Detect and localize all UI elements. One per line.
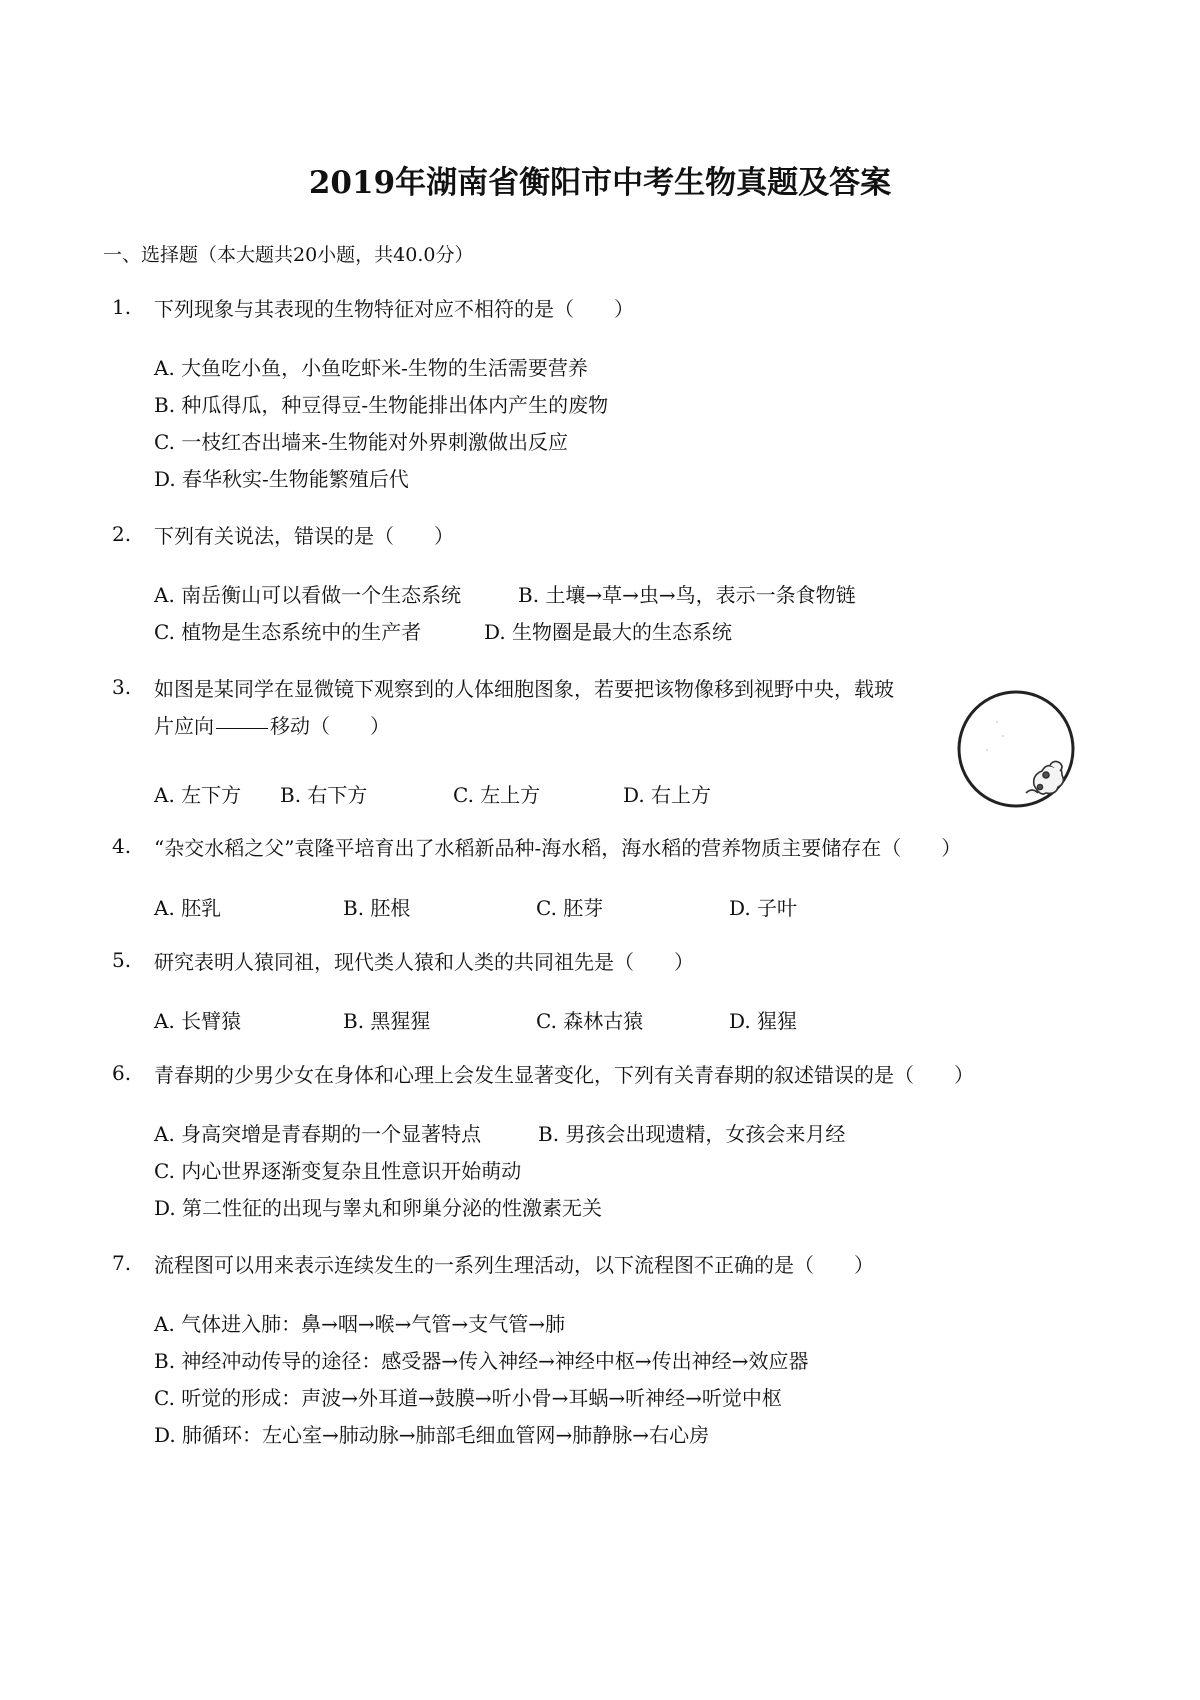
option-a: A. 左下方 [154,783,242,807]
option-b: B. 神经冲动传导的途径：感受器→传入神经→神经中枢→传出神经→效应器 [154,1349,809,1373]
option-c: C. 一枝红杏出墙来-生物能对外界刺激做出反应 [154,430,569,454]
question-stem-part: 移动（ ） [270,714,390,738]
question-stem: 下列现象与其表现的生物特征对应不相符的是（ ） [154,297,634,321]
option-c: C. 内心世界逐渐变复杂且性意识开始萌动 [154,1159,522,1183]
microscope-field-figure [956,689,1076,809]
question-number: 1. [112,295,132,319]
document-title: 2019年湖南省衡阳市中考生物真题及答案 [308,165,892,201]
option-d: D. 肺循环：左心室→肺动脉→肺部毛细血管网→肺静脉→右心房 [154,1423,710,1447]
question-stem: 下列有关说法，错误的是（ ） [154,524,454,548]
option-a: A. 气体进入肺：鼻→咽→喉→气管→支气管→肺 [154,1312,565,1336]
option-c: C. 植物是生态系统中的生产者 [154,620,422,644]
answer-blank [216,728,268,729]
option-d: D. 猩猩 [729,1009,798,1033]
option-b: B. 种瓜得瓜，种豆得豆-生物能排出体内产生的废物 [154,393,609,417]
question-stem: 青春期的少男少女在身体和心理上会发生显著变化，下列有关青春期的叙述错误的是（ ） [154,1063,974,1087]
option-d: D. 春华秋实-生物能繁殖后代 [154,467,409,491]
question-stem: 研究表明人猿同祖，现代类人猿和人类的共同祖先是（ ） [154,950,694,974]
option-c: C. 胚芽 [536,896,604,920]
option-d: D. 生物圈是最大的生态系统 [484,620,733,644]
option-d: D. 第二性征的出现与睾丸和卵巢分泌的性激素无关 [154,1196,603,1220]
question-stem: 流程图可以用来表示连续发生的一系列生理活动，以下流程图不正确的是（ ） [154,1253,874,1277]
question-stem-line-1: 如图是某同学在显微镜下观察到的人体细胞图象，若要把该物像移到视野中央，载玻 [154,677,894,701]
question-stem-line-2 [154,710,390,739]
option-c: C. 听觉的形成：声波→外耳道→鼓膜→听小骨→耳蜗→听神经→听觉中枢 [154,1386,782,1410]
option-b: B. 男孩会出现遗精，女孩会来月经 [538,1122,846,1146]
question-stem-part: 片应向 [154,714,214,738]
question-number: 7. [112,1251,132,1275]
question-stem: “杂交水稻之父”袁隆平培育出了水稻新品种-海水稻，海水稻的营养物质主要储存在（ ） [154,836,962,860]
option-d: D. 子叶 [729,896,798,920]
option-c: C. 左上方 [453,783,541,807]
option-b: B. 黑猩猩 [343,1009,431,1033]
question-number: 4. [112,834,132,858]
question-number: 2. [112,522,132,546]
option-a: A. 南岳衡山可以看做一个生态系统 [154,583,462,607]
option-b: B. 胚根 [343,896,411,920]
option-b: B. 右下方 [280,783,368,807]
option-b: B. 土壤→草→虫→鸟，表示一条食物链 [518,583,856,607]
option-a: A. 长臂猿 [154,1009,242,1033]
option-a: A. 胚乳 [154,896,222,920]
section-heading: 一、选择题（本大题共20小题，共40.0分） [103,244,474,266]
option-d: D. 右上方 [623,783,712,807]
question-number: 3. [112,675,132,699]
option-c: C. 森林古猿 [536,1009,644,1033]
question-number: 6. [112,1061,132,1085]
option-a: A. 大鱼吃小鱼，小鱼吃虾米-生物的生活需要营养 [154,356,588,380]
option-a: A. 身高突增是青春期的一个显著特点 [154,1122,482,1146]
question-number: 5. [112,948,132,972]
